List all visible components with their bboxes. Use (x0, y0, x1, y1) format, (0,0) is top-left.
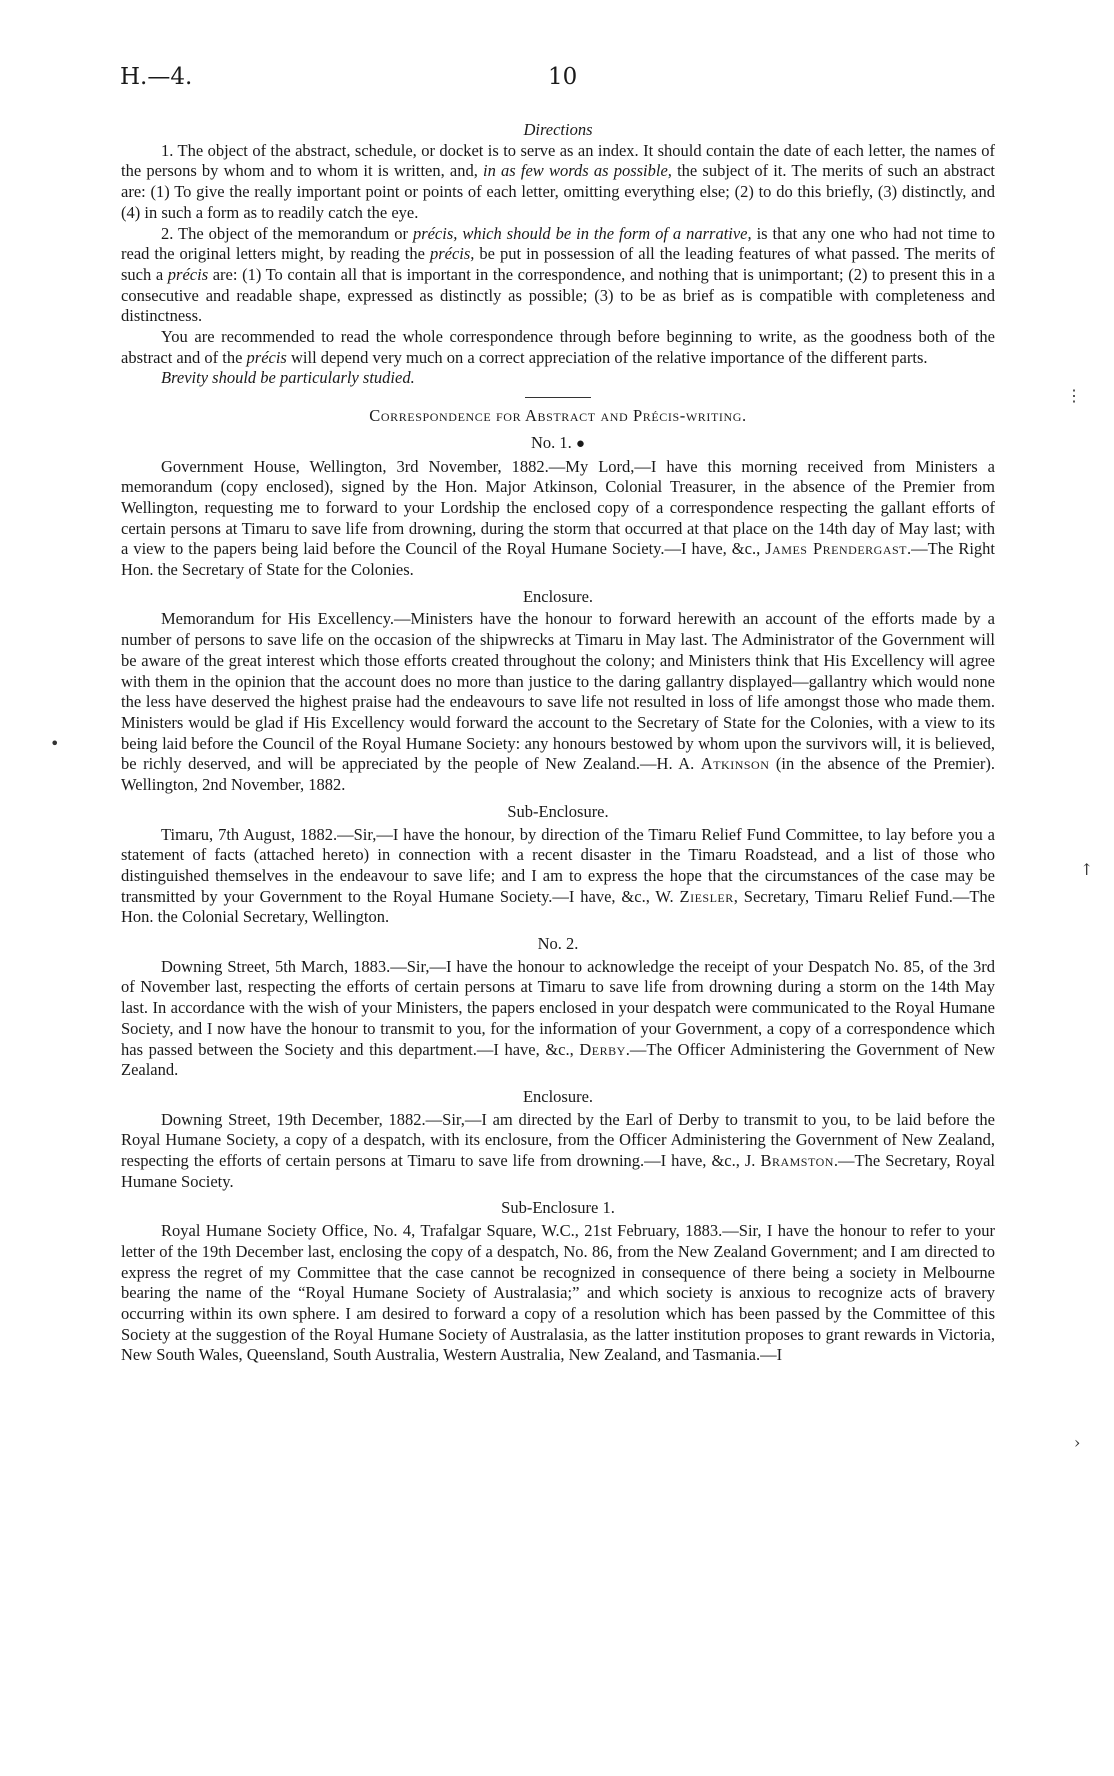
no1-letter: Government House, Wellington, 3rd November, 1882.—My Lord,—I have this morning received from Ministers a memorandum (copy enclosed), signed by the Hon. Major Atkinson, Colonial Treasurer, in the absence of the Premier from Wellington, requesting me to forward to your Lordship the enclosed copy of a correspondence respecting the gallant efforts of certain persons at Timaru to save life from drowning, during the storm that occurred at that place on the 14th day of May last; with a view to the papers being laid before the Council of the Royal Humane Society.—I have, &c., James Prendergast.—The Right Hon. the Secretary of State for the Colonies. (121, 456, 995, 580)
no1-heading: No. 1. ● (531, 432, 585, 452)
directions-paragraph-1: 1. The object of the abstract, schedule, or docket is to serve as an index. It should contain the date of each letter, the names of the persons by whom and to whom it is written, and, in as few words as possible, the subject of it. The merits of such an abstract are: (1) To give the really important point or points of each letter, omitting everything else; (2) to do this briefly, (3) distinctly, and (4) in such a form as to readily catch the eye. (121, 140, 995, 222)
margin-mark: ↑ (1080, 860, 1094, 879)
no2-sub-enclosure-text: Royal Humane Society Office, No. 4, Trafalgar Square, W.C., 21st February, 1883.—Sir, I have the honour to refer to your letter of the 19th December last, enclosing the copy of a despatch, No. 86, from the New Zealand Government; and I am directed to express the regret of my Committee that the case cannot be recognized in consequence of there being a society in Melbourne bearing the name of the “Royal Humane Society of Australasia;” and which society is anxious to recognize acts of bravery occurring within its own sphere. I am desired to forward a copy of a resolution which has been passed by the Committee of this Society at the suggestion of the Royal Humane Society of Australasia, as the latter institution proposes to grant rewards in Victoria, New South Wales, Queensland, South Australia, Western Australia, New Zealand, and Tasmania.—I (121, 1221, 995, 1365)
section-title: Correspondence for Abstract and Précis-writing. (369, 406, 747, 426)
margin-mark: › (1074, 1433, 1081, 1452)
no2-enclosure-text: Downing Street, 19th December, 1882.—Sir,—I am directed by the Earl of Derby to transmit to you, to be laid before the Royal Humane Society, a copy of a despatch, with its enclosure, from the Officer Administering the Government of New Zealand, respecting the efforts of certain persons at Timaru to save life from drowning.—I have, &c., J. Bramston.—The Secretary, Royal Humane Society. (121, 1109, 995, 1191)
directions-heading: Directions (523, 120, 593, 139)
directions-paragraph-2: 2. The object of the memorandum or précis, which should be in the form of a narrative, is that any one who had not time to read the original letters might, by reading the précis, be put in possession of all the leading features of what passed. The merits of such a précis are: (1) To contain all that is important in the correspondence, and nothing that is unimportant; (2) to present this in a consecutive and readable shape, expressed as distinctly as possible; (3) to be as brief as is compatible with completeness and distinctness. (121, 223, 995, 326)
document-reference: H.—4. (120, 64, 193, 90)
margin-mark: ⋮ (1066, 386, 1082, 405)
no1-enclosure-text: Memorandum for His Excellency.—Ministers have the honour to forward herewith an account of the efforts made by a number of persons to save life on the occasion of the shipwrecks at Timaru in May last. The Administrator of the Government will be aware of the great interest which those efforts created throughout the colony; and Ministers think that His Excellency will agree with them in the opinion that the account does no more than justice to the daring gallantry displayed—gallantry which would none the less have deserved the highest praise had the endeavours to save life not resulted in loss of life amongst those who made them. Ministers would be glad if His Excellency would forward the account to the Secretary of State for the Colonies, with a view to its being laid before the Council of the Royal Humane Society: any honours bestowed by whom upon the survivors will, it is believed, be richly deserved, and will be appreciated by the people of New Zealand.—H. A. Atkinson (in the absence of the Premier). Wellington, 2nd November, 1882. (121, 609, 995, 795)
text-column (121, 116, 995, 1366)
no2-letter: Downing Street, 5th March, 1883.—Sir,—I have the honour to acknowledge the receipt of your Despatch No. 85, of the 3rd of November last, respecting the efforts of certain persons at Timaru to save life from drowning during a storm on the 14th May last. In accordance with the wish of your Ministers, the papers enclosed in your despatch were communicated to the Royal Humane Society, and I now have the honour to transmit to you, for the information of your Government, a copy of a correspondence which has passed between the Society and this department.—I have, &c., Derby.—The Officer Administering the Government of New Zealand. (121, 956, 995, 1080)
ink-blot-mark: ● (575, 435, 585, 452)
no2-heading: No. 2. (537, 934, 579, 954)
page-number: 10 (548, 64, 578, 90)
directions-paragraph-3: You are recommended to read the whole correspondence through before beginning to write, as the goodness both of the abstract and of the précis will depend very much on a correct appreciation of the relative importance of the different parts. (121, 327, 995, 367)
margin-mark: • (50, 734, 60, 753)
no1-sub-enclosure-heading: Sub-Enclosure. (507, 801, 609, 821)
no2-sub-enclosure-heading: Sub-Enclosure 1. (501, 1198, 615, 1218)
no1-sub-enclosure-text: Timaru, 7th August, 1882.—Sir,—I have the honour, by direction of the Timaru Relief Fund Committee, to lay before you a statement of facts (attached hereto) in connection with a recent disaster in the Timaru Roadstead, and a list of those who distinguished themselves in the endeavour to save life; and I am to express the hope that the circumstances of the case may be transmitted by your Government to the Royal Humane Society.—I have, &c., W. Ziesler, Secretary, Timaru Relief Fund.—The Hon. the Colonial Secretary, Wellington. (121, 824, 995, 927)
no2-enclosure-heading: Enclosure. (522, 1086, 594, 1106)
directions-paragraph-4: Brevity should be particularly studied. (161, 368, 415, 388)
no1-enclosure-heading: Enclosure. (522, 586, 594, 606)
section-divider (525, 397, 591, 398)
